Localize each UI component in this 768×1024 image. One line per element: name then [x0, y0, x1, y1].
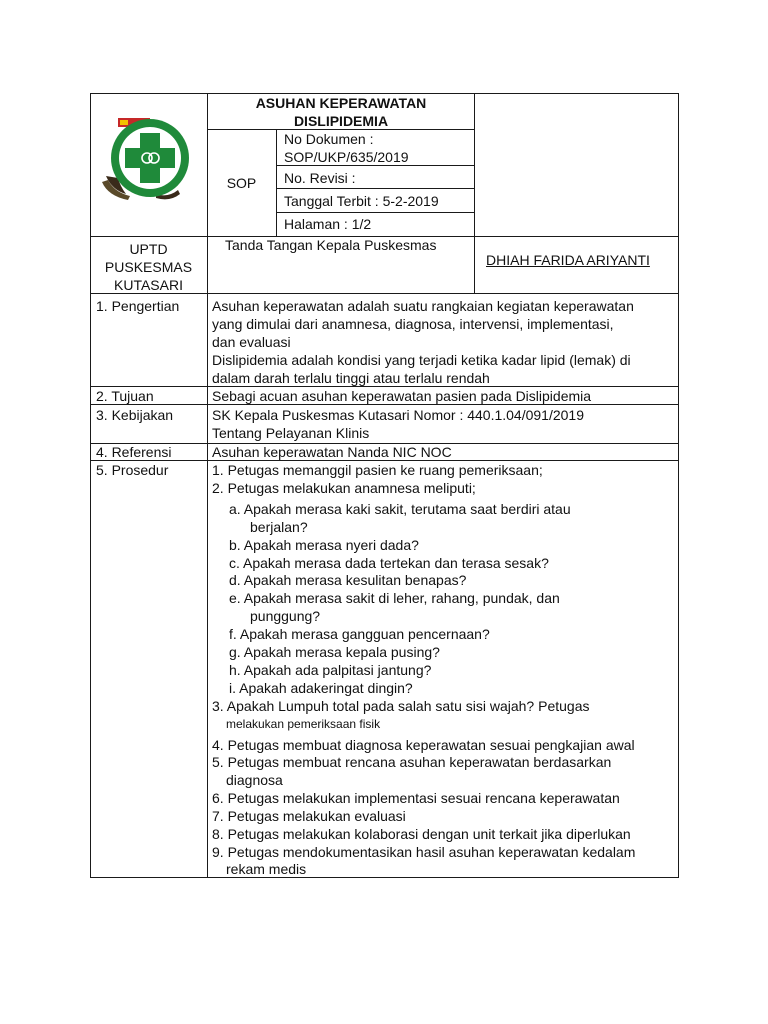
puskesmas-logo-icon	[100, 112, 200, 206]
halaman: Halaman : 1/2	[284, 216, 372, 232]
pengertian-text: Dislipidemia adalah kondisi yang terjadi ketika kadar lipid (lemak) di	[212, 352, 631, 368]
prosedur-subitem: h. Apakah ada palpitasi jantung?	[229, 662, 432, 678]
prosedur-subitem: g. Apakah merasa kepala pusing?	[229, 644, 440, 660]
prosedur-subitem: f. Apakah merasa gangguan pencernaan?	[229, 626, 490, 642]
prosedur-step: melakukan pemeriksaan fisik	[226, 717, 381, 731]
unit-line: PUSKESMAS	[104, 259, 193, 275]
prosedur-subitem: c. Apakah merasa dada tertekan dan terasa sesak?	[229, 555, 549, 571]
divider	[276, 212, 475, 213]
table-border-bottom	[90, 877, 679, 878]
prosedur-subitem: a. Apakah merasa kaki sakit, terutama saat berdiri atau	[229, 501, 571, 517]
prosedur-step: 6. Petugas melakukan implementasi sesuai rencana keperawatan	[212, 790, 620, 806]
prosedur-subitem: e. Apakah merasa sakit di leher, rahang, pundak, dan	[229, 590, 560, 606]
prosedur-step: 3. Apakah Lumpuh total pada salah satu sisi wajah? Petugas	[212, 698, 590, 714]
referensi-text: Asuhan keperawatan Nanda NIC NOC	[212, 444, 452, 460]
title-line: DISLIPIDEMIA	[293, 113, 389, 129]
prosedur-step: 4. Petugas membuat diagnosa keperawatan sesuai pengkajian awal	[212, 737, 635, 753]
pengertian-text: dan evaluasi	[212, 334, 291, 350]
signature-label: Tanda Tangan Kepala Puskesmas	[225, 237, 437, 253]
kebijakan-text: Tentang Pelayanan Klinis	[212, 425, 370, 441]
prosedur-subitem: berjalan?	[250, 519, 308, 535]
no-dokumen-label: No Dokumen :	[284, 131, 374, 147]
section-label-tujuan: 2. Tujuan	[96, 388, 154, 404]
prosedur-subitem: d. Apakah merasa kesulitan benapas?	[229, 572, 467, 588]
no-dokumen-value: SOP/UKP/635/2019	[284, 149, 409, 165]
prosedur-step: 8. Petugas melakukan kolaborasi dengan unit terkait jika diperlukan	[212, 826, 631, 842]
prosedur-step: 2. Petugas melakukan anamnesa meliputi;	[212, 480, 476, 496]
head-name: DHIAH FARIDA ARIYANTI	[486, 252, 650, 268]
prosedur-subitem: i. Apakah adakeringat dingin?	[229, 680, 413, 696]
unit-line: UPTD	[129, 241, 168, 257]
pengertian-text: dalam darah terlalu tinggi atau terlalu rendah	[212, 370, 490, 386]
prosedur-subitem: b. Apakah merasa nyeri dada?	[229, 537, 419, 553]
prosedur-step: 9. Petugas mendokumentasikan hasil asuhan keperawatan kedalam	[212, 844, 636, 860]
prosedur-step: 5. Petugas membuat rencana asuhan keperawatan berdasarkan	[212, 754, 612, 770]
pengertian-text: Asuhan keperawatan adalah suatu rangkaian kegiatan keperawatan	[212, 298, 634, 314]
tanggal-terbit: Tanggal Terbit : 5-2-2019	[284, 193, 439, 209]
prosedur-step: 7. Petugas melakukan evaluasi	[212, 808, 406, 824]
divider	[207, 93, 208, 878]
section-label-pengertian: 1. Pengertian	[96, 298, 180, 314]
prosedur-subitem: punggung?	[250, 608, 321, 624]
tujuan-text: Sebagi acuan asuhan keperawatan pasien pada Dislipidemia	[212, 388, 592, 404]
unit-line: KUTASARI	[114, 277, 183, 293]
no-revisi: No. Revisi :	[284, 170, 356, 186]
sop-label: SOP	[226, 175, 257, 191]
divider	[276, 188, 475, 189]
title-line: ASUHAN KEPERAWATAN	[255, 95, 427, 111]
section-label-kebijakan: 3. Kebijakan	[96, 407, 174, 423]
prosedur-step: diagnosa	[226, 772, 283, 788]
table-border-right	[678, 93, 679, 878]
table-border-left	[90, 93, 91, 878]
section-label-prosedur: 5. Prosedur	[96, 462, 169, 478]
section-label-referensi: 4. Referensi	[96, 444, 172, 460]
prosedur-step: 1. Petugas memanggil pasien ke ruang pemeriksaan;	[212, 462, 543, 478]
kebijakan-text: SK Kepala Puskesmas Kutasari Nomor : 440.1.04/091/2019	[212, 407, 584, 423]
prosedur-step: rekam medis	[226, 861, 307, 877]
unit-name	[90, 240, 207, 294]
pengertian-text: yang dimulai dari anamnesa, diagnosa, intervensi, implementasi,	[212, 316, 614, 332]
document-title	[207, 94, 475, 130]
divider	[276, 129, 277, 237]
